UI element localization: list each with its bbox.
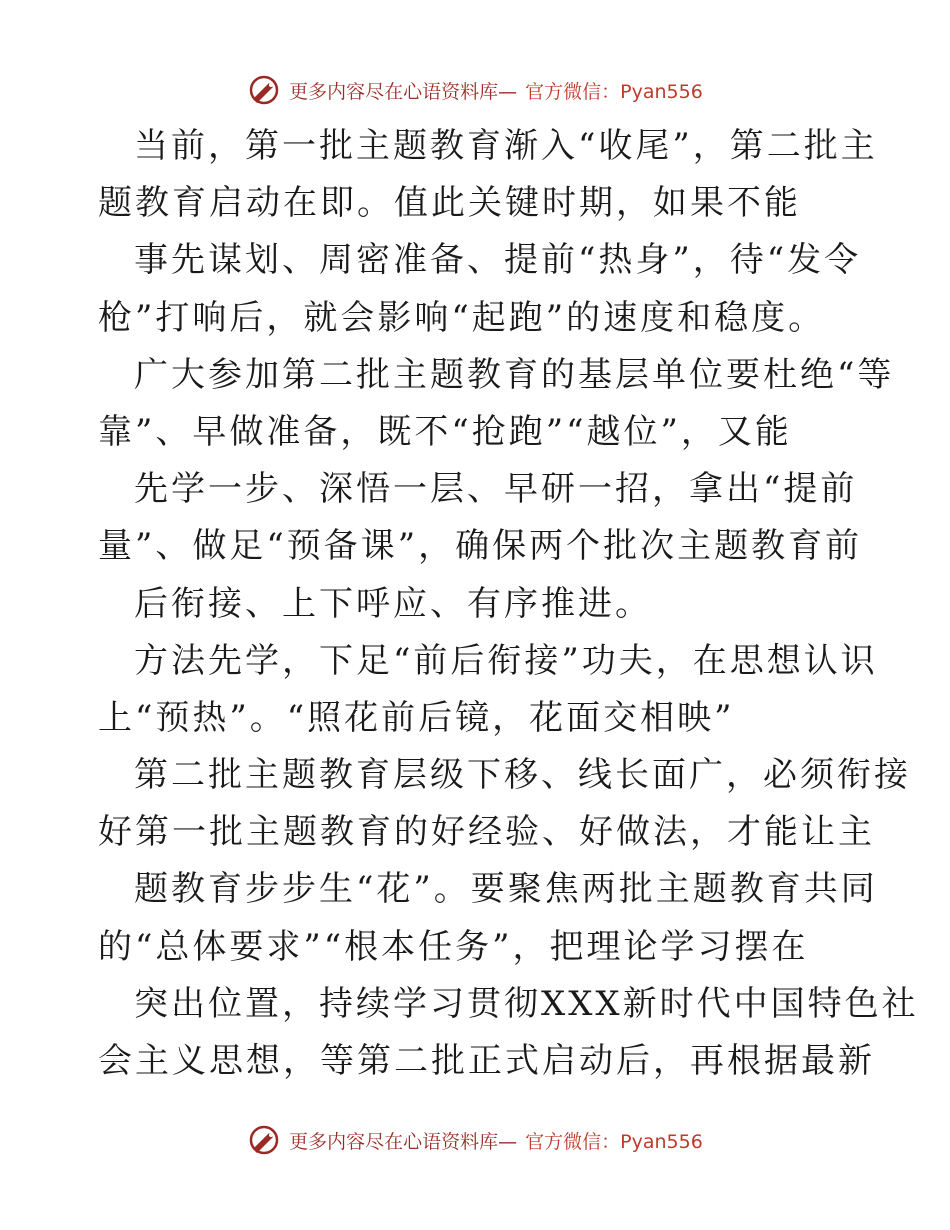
text-line: 事先谋划、周密准备、提前“热身”，待“发令 bbox=[134, 240, 862, 281]
header-watermark bbox=[0, 70, 950, 110]
text-line: 好第一批主题教育的好经验、好做法，才能让主 bbox=[98, 812, 875, 853]
text-line: 广大参加第二批主题教育的基层单位要杜绝“等 bbox=[134, 354, 895, 395]
text-line: 先学一步、深悟一层、早研一招，拿出“提前 bbox=[134, 469, 858, 510]
document-body bbox=[98, 118, 919, 1090]
pen-logo-icon bbox=[247, 73, 281, 107]
text-line: 后衔接、上下呼应、有序推进。 bbox=[134, 583, 652, 624]
footer-watermark bbox=[0, 1120, 950, 1160]
text-line: 第二批主题教育层级下移、线长面广，必须衔接 bbox=[134, 755, 911, 796]
watermark-text: 更多内容尽在心语资料库— bbox=[289, 80, 518, 103]
text-line: 突出位置，持续学习贯彻XXX新时代中国特色社 bbox=[134, 983, 919, 1024]
watermark-text: 更多内容尽在心语资料库— bbox=[289, 1130, 518, 1153]
text-line: 量”、做足“预备课”，确保两个批次主题教育前 bbox=[98, 526, 863, 567]
text-line: 会主义思想，等第二批正式启动后，再根据最新 bbox=[98, 1041, 875, 1081]
watermark-wechat: 官方微信：Pyan556 bbox=[525, 1130, 703, 1153]
text-line: 的“总体要求”“根本任务”，把理论学习摆在 bbox=[98, 926, 809, 967]
watermark-wechat: 官方微信：Pyan556 bbox=[525, 80, 703, 103]
text-line: 靠”、早做准备，既不“抢跑”“越位”，又能 bbox=[98, 411, 792, 452]
text-line: 题教育步步生“花”。要聚焦两批主题教育共同 bbox=[134, 869, 878, 910]
pen-logo-icon bbox=[247, 1123, 281, 1157]
text-line: 题教育启动在即。值此关键时期，如果不能 bbox=[98, 183, 801, 224]
text-line: 枪”打响后，就会影响“起跑”的速度和稳度。 bbox=[98, 297, 826, 338]
text-line: 当前，第一批主题教育渐入“收尾”，第二批主 bbox=[134, 126, 878, 166]
text-line: 方法先学，下足“前后衔接”功夫，在思想认识 bbox=[134, 640, 878, 681]
text-line: 上“预热”。“照花前后镜，花面交相映” bbox=[98, 697, 735, 738]
